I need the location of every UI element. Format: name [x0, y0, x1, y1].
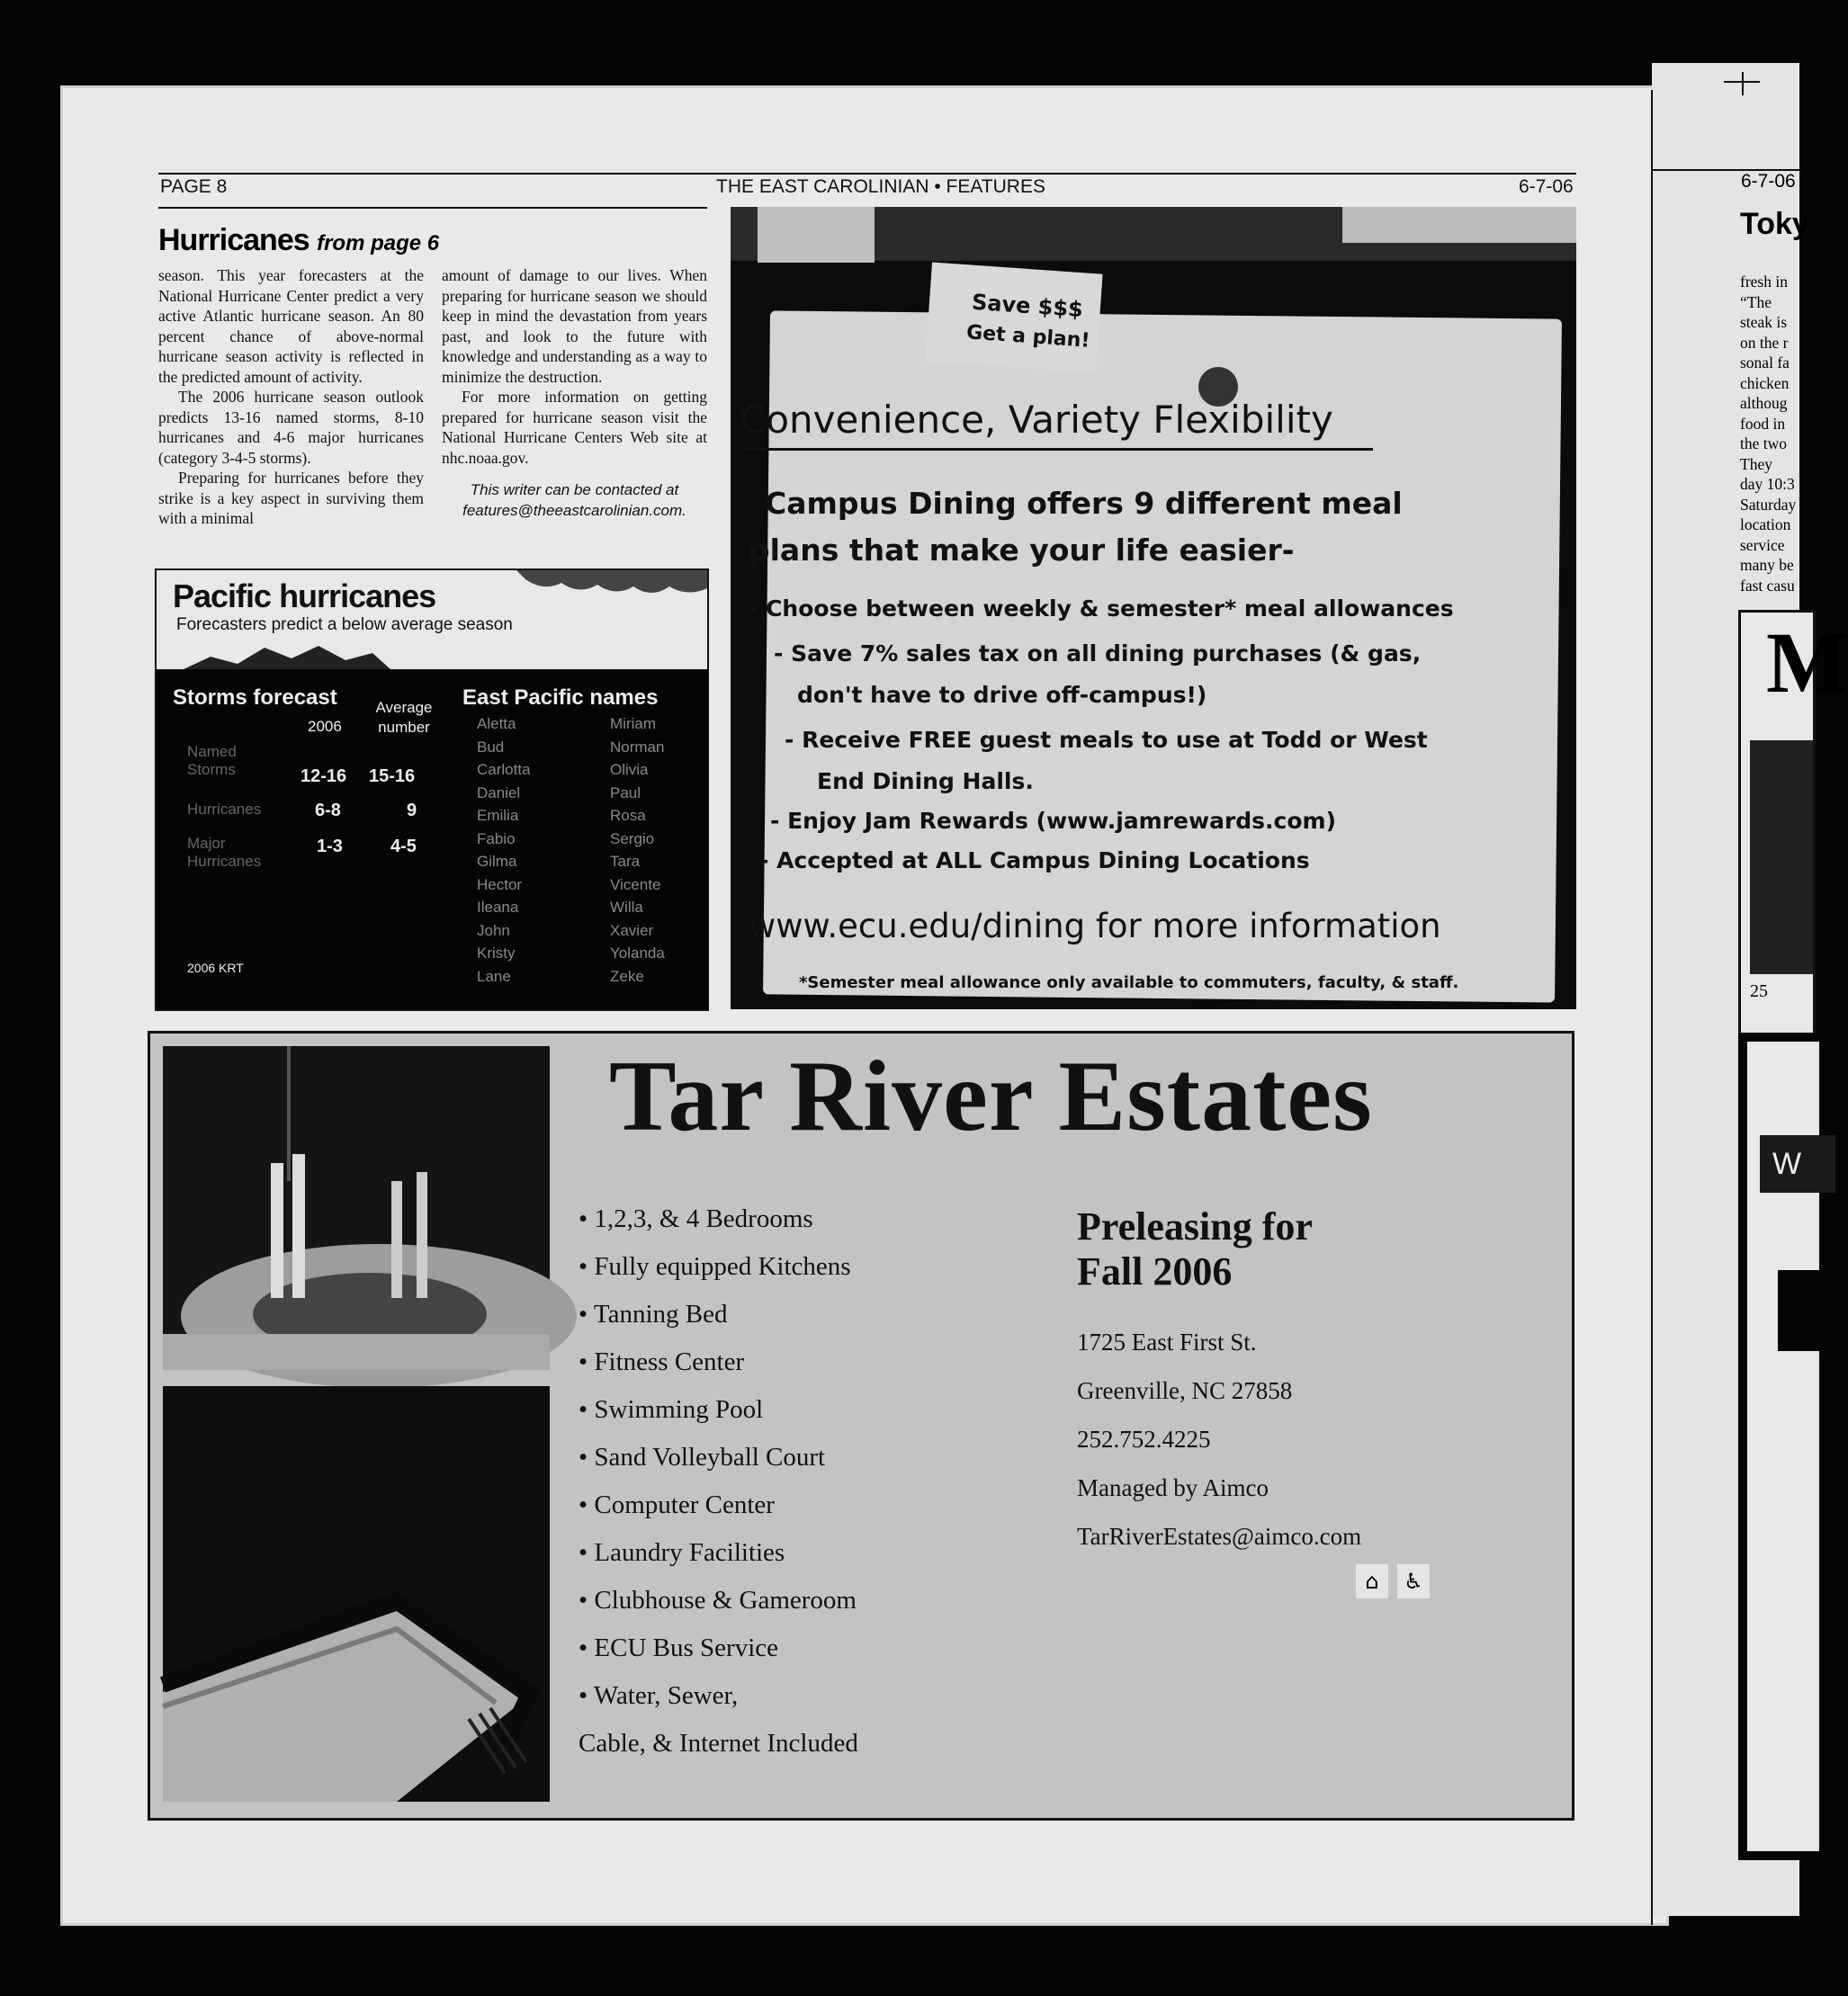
- adjacent-text-line: althoug: [1740, 394, 1788, 412]
- clubhouse-illustration: [163, 1046, 550, 1370]
- sign-heading: Convenience, Variety Flexibility: [740, 398, 1333, 442]
- sign-bullet-1: - Choose between weekly & semester* meal allowances: [749, 595, 1454, 622]
- storm-name: Fabio: [477, 829, 516, 847]
- adjacent-text-line: location: [1740, 515, 1791, 533]
- storm-name: Carlotta: [477, 761, 531, 778]
- article-title: Hurricanes: [158, 223, 309, 257]
- sign-bullet-5: - Accepted at ALL Campus Dining Locations: [759, 847, 1310, 873]
- storm-name: Tara: [610, 853, 641, 870]
- adjacent-headline: Toky: [1740, 207, 1809, 241]
- article-column-2: [442, 265, 707, 529]
- amenity-item: • Sand Volleyball Court: [579, 1443, 826, 1472]
- adjacent-ad-box: [1738, 1033, 1828, 1860]
- amenity-item: • Fully equipped Kitchens: [579, 1252, 851, 1281]
- amenity-item: • Water, Sewer,: [579, 1681, 739, 1710]
- adjacent-text-line: the two: [1740, 434, 1788, 452]
- article-paragraph: season. This year forecasters at the National Hurricane Center predict a very active Atlantic hurricane season. An 80 percent chance of above-normal hurricane season activity is reflected in the predicted amount of activity.: [158, 266, 424, 386]
- storm-name: Hector: [477, 875, 523, 893]
- hurricanes-article: [158, 223, 707, 529]
- value-named-storms-2006: 12-16: [301, 766, 347, 786]
- tar-river-estates-ad: [148, 1031, 1574, 1821]
- article-paragraph: The 2006 hurricane season outlook predicts 13-16 named storms, 8-10 hurricanes and 4-6 major hurricanes (category 3-4-5 storms).: [158, 388, 424, 467]
- storm-name: Vicente: [610, 875, 661, 893]
- street-address: 1725 East First St.: [1077, 1329, 1257, 1356]
- amenity-item: Cable, & Internet Included: [579, 1729, 858, 1758]
- adjacent-text-line: Saturday: [1740, 495, 1797, 514]
- adjacent-ad-photo: [1750, 740, 1813, 974]
- business-card: [758, 207, 875, 263]
- storm-name: Lane: [477, 967, 511, 985]
- pacific-hurricanes-graphic: [155, 568, 709, 1011]
- page-header: [158, 176, 1576, 200]
- city-state-zip: Greenville, NC 27858: [1077, 1377, 1293, 1404]
- pool-photo: [163, 1386, 550, 1802]
- managed-by: Managed by Aimco: [1077, 1474, 1269, 1501]
- amenity-item: • 1,2,3, & 4 Bedrooms: [579, 1204, 813, 1233]
- adjacent-ad-caption: 25: [1750, 981, 1768, 1001]
- adjacent-text-line: many be: [1740, 556, 1794, 574]
- adjacent-date: 6-7-06: [1741, 171, 1796, 192]
- torn-paper: [1342, 207, 1576, 243]
- row-label-major-hurricanes: Major Hurricanes: [187, 835, 262, 870]
- crop-mark: [1724, 81, 1760, 83]
- crop-mark: [1742, 72, 1744, 95]
- sign-bullet-3b: End Dining Halls.: [817, 768, 1034, 794]
- value-hurricanes-average: 9: [407, 801, 417, 820]
- equal-housing-icon: ⌂: [1356, 1564, 1388, 1598]
- storms-forecast-title: Storms forecast: [173, 685, 337, 710]
- adjacent-ad-dark-tab: [1760, 1135, 1835, 1193]
- column-header-2006: 2006: [308, 718, 342, 735]
- sign-intro-1: Campus Dining offers 9 different meal: [765, 486, 1403, 521]
- pool-illustration: [163, 1386, 550, 1802]
- preleasing-line-2: Fall 2006: [1077, 1249, 1233, 1293]
- storm-cloud-illustration: [157, 570, 707, 669]
- storm-name: John: [477, 921, 510, 939]
- article-rule: [158, 207, 707, 209]
- amenity-item: • Computer Center: [579, 1490, 775, 1519]
- storm-name: Rosa: [610, 807, 646, 824]
- amenity-item: • Laundry Facilities: [579, 1538, 785, 1567]
- sign-bullet-3: - Receive FREE guest meals to use at Todd or West: [785, 727, 1428, 753]
- note-line-1: Save $$$: [971, 289, 1084, 323]
- ad-title: Tar River Estates: [609, 1041, 1373, 1152]
- clubhouse-photo: [163, 1046, 550, 1370]
- issue-date: 6-7-06: [1519, 176, 1574, 197]
- article-column-1: [158, 265, 424, 529]
- sign-intro-2: plans that make your life easier-: [749, 533, 1295, 568]
- amenity-item: • Fitness Center: [579, 1347, 745, 1376]
- sign-url: www.ecu.edu/dining for more information: [749, 907, 1441, 945]
- article-paragraph: Preparing for hurricanes before they strike is a key aspect in surviving them with a minimal: [158, 469, 424, 527]
- storm-name: Olivia: [610, 761, 649, 778]
- adjacent-ad-dark-block: [1778, 1270, 1832, 1351]
- amenity-item: • Clubhouse & Gameroom: [579, 1586, 857, 1615]
- contact-info: [1077, 1318, 1361, 1561]
- adjacent-text-line: steak is: [1740, 313, 1788, 331]
- storm-name: Miriam: [610, 715, 656, 732]
- storm-name: Daniel: [477, 783, 521, 801]
- amenities-list: [579, 1195, 858, 1768]
- page-number: PAGE 8: [160, 176, 228, 197]
- storm-name: Yolanda: [610, 944, 665, 962]
- adjacent-text-line: fresh in: [1740, 273, 1788, 291]
- adjacent-text-line: fast casu: [1740, 576, 1795, 595]
- storm-name: Ileana: [477, 899, 519, 916]
- storm-name: Norman: [610, 738, 665, 756]
- heading-underline: [743, 448, 1373, 451]
- amenity-item: • ECU Bus Service: [579, 1633, 778, 1662]
- value-named-storms-average: 15-16: [369, 766, 416, 786]
- sign-footnote: *Semester meal allowance only available to commuters, faculty, & staff.: [799, 973, 1459, 992]
- adjacent-text-line: They: [1740, 454, 1772, 473]
- storm-name: Sergio: [610, 829, 655, 847]
- amenity-item: • Swimming Pool: [579, 1395, 764, 1424]
- value-major-average: 4-5: [390, 837, 417, 856]
- graphic-subtitle: Forecasters predict a below average season: [176, 615, 513, 634]
- preleasing-notice: [1077, 1204, 1313, 1294]
- author-contact: This writer can be contacted at features@theeastcarolinian.com.: [462, 481, 686, 519]
- article-jump: from page 6: [317, 231, 440, 255]
- storm-name: Paul: [610, 783, 641, 801]
- value-major-2006: 1-3: [317, 837, 343, 856]
- sign-bullet-2b: don't have to drive off-campus!): [797, 682, 1207, 708]
- graphic-header: [157, 570, 707, 669]
- article-paragraph: amount of damage to our lives. When preparing for hurricane season we should keep in mind the devastation from years past, and look to the future with knowledge and understanding as a way to minimize the destruction.: [442, 266, 707, 386]
- adjacent-text-line: food in: [1740, 414, 1786, 433]
- graphic-credit: 2006 KRT: [187, 961, 244, 975]
- adjacent-text-line: on the r: [1740, 333, 1789, 352]
- adjacent-ad: [1738, 610, 1848, 1074]
- value-hurricanes-2006: 6-8: [315, 801, 341, 820]
- preleasing-line-1: Preleasing for: [1077, 1204, 1313, 1249]
- storm-name: Xavier: [610, 921, 654, 939]
- storm-name: Bud: [477, 738, 505, 756]
- adjacent-text-line: chicken: [1740, 373, 1790, 392]
- page-fold-line: [1651, 90, 1653, 1925]
- adjacent-ad-tab-letter: W: [1772, 1147, 1802, 1181]
- storm-name: Emilia: [477, 807, 519, 824]
- adjacent-article-text: [1740, 272, 1796, 595]
- publication-name: THE EAST CAROLINIAN • FEATURES: [716, 176, 1045, 197]
- names-column-left: [477, 712, 531, 988]
- note-line-2: Get a plan!: [965, 321, 1091, 353]
- campus-dining-ad: [731, 207, 1576, 1009]
- row-label-hurricanes: Hurricanes: [187, 801, 262, 818]
- sign-bullet-4: - Enjoy Jam Rewards (www.jamrewards.com): [770, 808, 1337, 834]
- storm-name: Aletta: [477, 715, 516, 732]
- amenity-item: • Tanning Bed: [579, 1300, 728, 1329]
- adjacent-text-line: day 10:3: [1740, 475, 1795, 493]
- adjacent-page: [1652, 63, 1848, 1916]
- adjacent-ad-letter: M: [1766, 614, 1848, 711]
- storm-name: Willa: [610, 899, 643, 916]
- article-paragraph: For more information on getting prepared for hurricane season visit the National Hurricane Centers Web site at nhc.noaa.gov.: [442, 388, 707, 467]
- adjacent-text-line: sonal fa: [1740, 354, 1790, 371]
- names-column-right: [610, 712, 665, 988]
- header-rule: [158, 173, 1576, 175]
- east-pacific-names-title: East Pacific names: [462, 685, 659, 710]
- adjacent-text-line: “The: [1740, 292, 1772, 311]
- article-headline: [158, 223, 707, 258]
- sign-bullet-2: - Save 7% sales tax on all dining purchases (& gas,: [774, 640, 1422, 667]
- column-header-average: Average number: [375, 699, 433, 736]
- accessibility-icon: ♿: [1397, 1564, 1430, 1598]
- graphic-title: Pacific hurricanes: [173, 577, 436, 614]
- row-label-named-storms: Named Storms: [187, 743, 237, 778]
- storm-name: Zeke: [610, 967, 644, 985]
- storm-name: Kristy: [477, 944, 516, 962]
- phone-number: 252.752.4225: [1077, 1426, 1211, 1453]
- adjacent-text-line: service: [1740, 535, 1785, 554]
- storm-name: Gilma: [477, 853, 517, 870]
- email-address: TarRiverEstates@aimco.com: [1077, 1523, 1362, 1550]
